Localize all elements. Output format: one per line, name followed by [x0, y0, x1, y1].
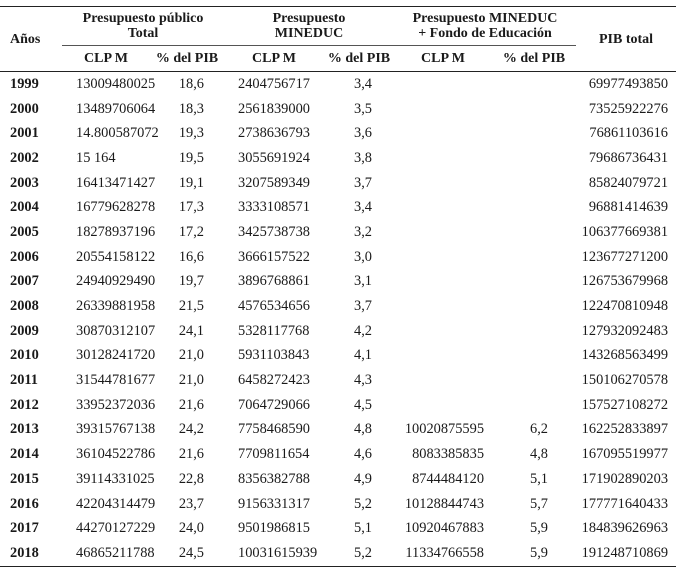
subheader-public-clp: CLP M [62, 46, 150, 72]
cell-mineduc-clp: 2561839000 [238, 100, 310, 117]
cell-public-clp: 39315767138 [76, 421, 156, 438]
cell-year: 2001 [10, 125, 39, 142]
cell-gdp: 167095519977 [581, 446, 669, 463]
subheader-public-pct: % del PIB [150, 46, 224, 72]
cell-fund-clp [394, 220, 492, 245]
subheader-fund-pct: % del PIB [492, 46, 576, 72]
cell-public-pct: 22,8 [178, 470, 204, 487]
cell-public-pct: 21,0 [178, 372, 204, 389]
cell-year: 2017 [10, 520, 39, 537]
cell-fund-clp [394, 270, 492, 295]
subheader-mineduc-pct: % del PIB [324, 46, 394, 72]
cell-mineduc-pct: 3,6 [354, 125, 373, 142]
cell-mineduc-clp: 4576534656 [238, 298, 310, 315]
cell-mineduc-clp: 3425738738 [238, 223, 310, 240]
cell-gdp: 127932092483 [581, 322, 669, 339]
cell-mineduc-clp: 7064729066 [238, 396, 310, 413]
table-row [0, 72, 676, 97]
cell-fund-pct [492, 344, 576, 369]
cell-gdp: 143268563499 [581, 347, 669, 364]
cell-mineduc-pct: 3,8 [354, 149, 373, 166]
cell-gdp: 79686736431 [588, 149, 669, 166]
table-row [0, 467, 676, 492]
cell-public-clp: 15 164 [76, 149, 116, 166]
cell-gdp: 122470810948 [581, 298, 669, 315]
cell-year: 2005 [10, 223, 39, 240]
cell-public-clp: 16413471427 [76, 174, 156, 191]
cell-year: 2016 [10, 495, 39, 512]
cell-mineduc-pct: 4,2 [354, 322, 373, 339]
budget-table [0, 6, 676, 567]
cell-fund-pct [492, 121, 576, 146]
cell-mineduc-clp: 9501986815 [238, 520, 310, 537]
cell-gdp: 69977493850 [588, 75, 669, 92]
cell-mineduc-clp: 2404756717 [238, 75, 310, 92]
cell-public-pct: 24,2 [178, 421, 204, 438]
cell-public-pct: 18,6 [178, 75, 204, 92]
cell-fund-clp [394, 319, 492, 344]
cell-fund-pct [492, 245, 576, 270]
cell-public-clp: 20554158122 [76, 248, 156, 265]
table-row [0, 492, 676, 517]
cell-mineduc-pct: 3,4 [354, 199, 373, 216]
table-row [0, 195, 676, 220]
cell-year: 2003 [10, 174, 39, 191]
cell-fund-clp [394, 97, 492, 122]
cell-public-clp: 13009480025 [76, 75, 156, 92]
cell-mineduc-pct: 3,5 [354, 100, 373, 117]
cell-mineduc-clp: 2738636793 [238, 125, 310, 142]
table-row [0, 270, 676, 295]
cell-fund-clp [394, 368, 492, 393]
header-mineduc-line1: Presupuesto [272, 11, 346, 26]
header-gdp-total: PIB total [576, 7, 676, 72]
cell-fund-clp [394, 171, 492, 196]
header-public-budget-line2: Total [127, 26, 159, 41]
cell-fund-clp [394, 245, 492, 270]
table-row [0, 220, 676, 245]
cell-mineduc-clp: 6458272423 [238, 372, 310, 389]
cell-gdp: 85824079721 [588, 174, 669, 191]
cell-public-clp: 26339881958 [76, 298, 156, 315]
cell-mineduc-pct: 4,6 [354, 446, 373, 463]
cell-gdp: 76861103616 [589, 125, 669, 142]
cell-public-clp: 36104522786 [76, 446, 156, 463]
cell-mineduc-pct: 3,1 [354, 273, 373, 290]
cell-fund-clp [394, 72, 492, 97]
cell-fund-clp [394, 393, 492, 418]
cell-mineduc-pct: 5,2 [324, 541, 394, 566]
cell-fund-clp [394, 195, 492, 220]
cell-year: 2013 [10, 421, 39, 438]
table-row [0, 344, 676, 369]
cell-fund-clp: 10920467883 [404, 520, 485, 537]
cell-public-clp: 39114331025 [76, 470, 155, 487]
cell-year: 2002 [10, 149, 39, 166]
cell-fund-pct: 5,7 [530, 495, 549, 512]
cell-public-clp: 14.800587072 [76, 125, 159, 142]
cell-year: 2007 [10, 273, 39, 290]
cell-gdp: 73525922276 [588, 100, 669, 117]
cell-mineduc-pct: 3,7 [354, 298, 373, 315]
cell-public-clp: 44270127229 [76, 520, 156, 537]
cell-fund-clp [394, 344, 492, 369]
cell-fund-pct [492, 393, 576, 418]
cell-year: 2006 [10, 248, 39, 265]
cell-gdp: 106377669381 [581, 223, 669, 240]
cell-public-pct: 23,7 [178, 495, 204, 512]
cell-fund-pct [492, 294, 576, 319]
cell-public-pct: 19,7 [178, 273, 204, 290]
cell-public-clp: 18278937196 [76, 223, 156, 240]
table-row [0, 171, 676, 196]
table-row [0, 97, 676, 122]
cell-public-pct: 24,1 [178, 322, 204, 339]
cell-gdp: 162252833897 [581, 421, 669, 438]
cell-gdp: 126753679968 [581, 273, 669, 290]
cell-mineduc-clp: 3666157522 [238, 248, 310, 265]
subheader-fund-clp: CLP M [394, 46, 492, 72]
cell-fund-pct [492, 220, 576, 245]
cell-fund-pct [492, 72, 576, 97]
cell-year: 2010 [10, 347, 39, 364]
cell-year: 2000 [10, 100, 39, 117]
cell-public-pct: 21,6 [178, 396, 204, 413]
cell-public-clp: 24940929490 [76, 273, 156, 290]
cell-year: 2014 [10, 446, 39, 463]
cell-public-clp: 30128241720 [76, 347, 156, 364]
table-row [0, 516, 676, 541]
cell-fund-pct: 6,2 [530, 421, 549, 438]
cell-fund-clp: 8744484120 [412, 470, 485, 487]
cell-mineduc-clp: 8356382788 [238, 470, 310, 487]
table-row [0, 121, 676, 146]
cell-mineduc-pct: 4,3 [354, 372, 373, 389]
cell-mineduc-clp: 7758468590 [238, 421, 310, 438]
cell-gdp: 177771640433 [581, 495, 669, 512]
header-mineduc [224, 7, 394, 46]
cell-fund-pct: 5,9 [530, 520, 549, 537]
cell-gdp: 191248710869 [576, 541, 676, 566]
cell-fund-pct [492, 195, 576, 220]
header-public-budget-line1: Presupuesto público [82, 11, 204, 26]
cell-public-pct: 17,2 [178, 223, 204, 240]
table-row [0, 294, 676, 319]
cell-mineduc-pct: 3,4 [354, 75, 373, 92]
table-body [0, 72, 676, 567]
cell-gdp: 96881414639 [588, 199, 669, 216]
cell-public-pct: 19,5 [178, 149, 204, 166]
cell-year: 2008 [10, 298, 39, 315]
cell-mineduc-clp: 3333108571 [238, 199, 310, 216]
cell-public-pct: 18,3 [178, 100, 204, 117]
cell-mineduc-pct: 4,8 [354, 421, 373, 438]
cell-mineduc-clp: 7709811654 [238, 446, 310, 463]
cell-mineduc-clp: 5328117768 [238, 322, 310, 339]
cell-gdp: 150106270578 [581, 372, 669, 389]
cell-gdp: 157527108272 [581, 396, 669, 413]
cell-fund-clp [394, 146, 492, 171]
cell-public-pct: 21,6 [178, 446, 204, 463]
cell-fund-clp: 10020875595 [404, 421, 485, 438]
cell-fund-pct: 5,1 [530, 470, 549, 487]
header-mineduc-fund-line1: Presupuesto MINEDUC [412, 11, 558, 26]
cell-fund-clp [394, 294, 492, 319]
cell-public-pct: 17,3 [178, 199, 204, 216]
cell-mineduc-clp: 10031615939 [224, 541, 324, 566]
cell-mineduc-pct: 4,9 [354, 470, 373, 487]
cell-mineduc-pct: 3,0 [354, 248, 373, 265]
cell-public-pct: 24,0 [178, 520, 204, 537]
header-mineduc-fund [394, 7, 576, 46]
cell-fund-pct [492, 270, 576, 295]
cell-public-clp: 13489706064 [76, 100, 156, 117]
header-public-budget [62, 7, 224, 46]
table-row [0, 541, 676, 566]
cell-fund-pct [492, 171, 576, 196]
cell-mineduc-clp: 3055691924 [238, 149, 310, 166]
table-row [0, 146, 676, 171]
cell-fund-pct: 5,9 [492, 541, 576, 566]
cell-public-pct: 19,1 [178, 174, 204, 191]
cell-year: 1999 [10, 75, 39, 92]
cell-public-pct: 21,5 [178, 298, 204, 315]
cell-fund-pct [492, 97, 576, 122]
cell-gdp: 123677271200 [581, 248, 669, 265]
table-row [0, 319, 676, 344]
cell-mineduc-pct: 4,1 [354, 347, 373, 364]
header-years: Años [0, 7, 62, 72]
cell-year: 2011 [10, 372, 38, 389]
cell-fund-pct [492, 368, 576, 393]
cell-year: 2004 [10, 199, 39, 216]
table-row [0, 442, 676, 467]
cell-fund-clp: 10128844743 [404, 495, 485, 512]
header-mineduc-fund-line2: + Fondo de Educación [418, 26, 552, 41]
cell-public-pct: 16,6 [178, 248, 204, 265]
cell-mineduc-clp: 9156331317 [238, 495, 310, 512]
cell-year: 2009 [10, 322, 39, 339]
subheader-mineduc-clp: CLP M [224, 46, 324, 72]
header-mineduc-line2: MINEDUC [274, 26, 344, 41]
cell-year: 2012 [10, 396, 39, 413]
cell-public-clp: 30870312107 [76, 322, 156, 339]
cell-gdp: 171902890203 [581, 470, 669, 487]
cell-public-pct: 21,0 [178, 347, 204, 364]
cell-fund-clp [394, 121, 492, 146]
cell-mineduc-clp: 3207589349 [238, 174, 310, 191]
cell-public-pct: 19,3 [178, 125, 204, 142]
cell-fund-pct [492, 319, 576, 344]
cell-mineduc-clp: 5931103843 [238, 347, 310, 364]
cell-mineduc-pct: 3,7 [354, 174, 373, 191]
cell-mineduc-clp: 3896768861 [238, 273, 310, 290]
cell-fund-clp: 8083385835 [412, 446, 485, 463]
cell-year: 2018 [0, 541, 62, 566]
cell-mineduc-pct: 4,5 [354, 396, 373, 413]
cell-fund-clp: 11334766558 [394, 541, 492, 566]
cell-public-clp: 46865211788 [62, 541, 150, 566]
cell-mineduc-pct: 3,2 [354, 223, 373, 240]
table-row [0, 245, 676, 270]
table-row [0, 368, 676, 393]
cell-mineduc-pct: 5,1 [354, 520, 373, 537]
cell-year: 2015 [10, 470, 39, 487]
cell-public-clp: 42204314479 [76, 495, 156, 512]
cell-public-clp: 33952372036 [76, 396, 156, 413]
table-row [0, 418, 676, 443]
table-row [0, 393, 676, 418]
cell-public-pct: 24,5 [150, 541, 224, 566]
cell-public-clp: 16779628278 [76, 199, 156, 216]
cell-gdp: 184839626963 [581, 520, 669, 537]
cell-mineduc-pct: 5,2 [354, 495, 373, 512]
cell-fund-pct: 4,8 [530, 446, 549, 463]
cell-fund-pct [492, 146, 576, 171]
cell-public-clp: 31544781677 [76, 372, 156, 389]
